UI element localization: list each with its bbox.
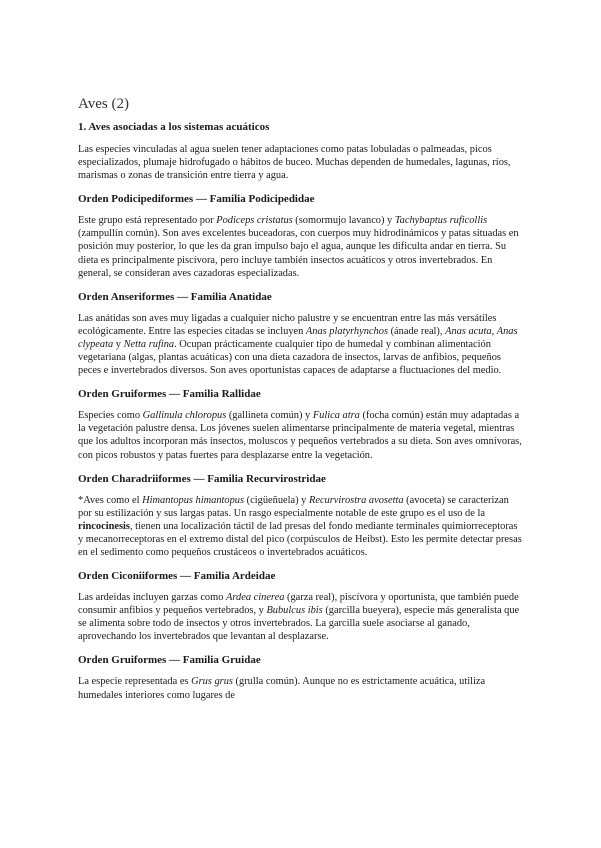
text-run: (cigüeñuela) y [244,494,309,506]
order-paragraph [78,591,522,643]
text-run: (focha común) están muy adaptadas a la vegetación palustre densa. Los jóvenes suelen alimentarse principalmente de materia vegetal, mientras que los adultos incorporan más insectos, moluscos y pequeños vertebrados a su dieta. Son aves omnívoras, con picos robustos y patas fuertes para desplazarse entre la vegetación. [78,410,522,461]
text-run: (grulla común). Aunque no es estrictamente acuática, utiliza humedales interiores como lugares de [78,676,486,701]
section-heading: 1. Aves asociadas a los sistemas acuáticos [78,121,270,133]
key-term: rincocinesis [78,520,130,532]
species-name: Himantopus himantopus [142,494,245,506]
order-paragraph [78,409,522,461]
species-name: Recurvirostra avosetta [308,494,404,506]
order-heading: Orden Gruiformes — Familia Gruidae [78,654,261,667]
species-name: Gallinula chloropus [142,410,227,422]
intro-paragraph: Las especies vinculadas al agua suelen tener adaptaciones como patas lobuladas o palmeadas, picos especializados, plumaje hidrofugado o hábitos de buceo. Muchas dependen de humedales, lagunas, ríos, marismas o zonas de transición entre tierra y agua. [78,144,511,182]
order-block-gruiformes-gruidae [78,654,522,701]
species-name: Anas clypeata [78,325,518,350]
species-name: Anas platyrhynchos [305,325,388,337]
order-block-charadriiformes [78,473,522,559]
text-run: , tienen una localización táctil de lad presas del fondo mediante terminales quimiorreceptoras y mecanorreceptoras en el extremo distal del pico (corpúsculos de Heibst). Esto les permite detectar presas en el sedimento como pequeños crustáceos o invertebrados acuáticos. [78,520,522,558]
species-name: Fulica atra [312,410,360,422]
text-run: Las ardeidas incluyen garzas como [78,592,227,604]
document-page [78,96,522,713]
document-title: Aves (2) [78,96,129,112]
order-block-anseriformes [78,291,522,377]
text-run: La especie representada es [78,676,192,688]
order-block-podicipediformes [78,193,522,279]
order-heading: Orden Podicipediformes — Familia Podicipedidae [78,193,315,206]
text-run: Especies como [78,410,143,422]
order-heading: Orden Anseriformes — Familia Anatidae [78,290,272,303]
species-name: Netta rufina [123,338,175,350]
text-run: (zampullín común). Son aves excelentes buceadoras, con cuerpos muy hidrodinámicos y patas situadas en posición muy posterior, lo que les da gran impulso bajo el agua, aunque les dificulta andar en tierra. Su dieta es principalmente piscívora, pero incluye también insectos acuáticos y otros invertebrados. En general, se consideran aves cazadoras especializadas. [78,228,519,279]
text-run: (avoceta) se caracterizan por su estilización y sus largas patas. Un rasgo especialmente notable de este grupo es el uso de la [78,494,509,519]
text-run: (ánade real), [387,325,446,337]
text-run: Este grupo está representado por [78,215,217,227]
order-paragraph [78,312,522,377]
order-heading: Orden Charadriiformes — Familia Recurvirostridae [78,472,326,485]
text-run: (gallineta común) y [226,410,313,422]
species-name: Ardea cinerea [226,592,285,604]
order-paragraph [78,214,522,279]
order-heading: Orden Ciconiiformes — Familia Ardeidae [78,570,276,583]
text-run: *Aves como el [78,494,143,506]
species-name: Podiceps cristatus [216,215,293,227]
text-run: . Ocupan prácticamente cualquier tipo de humedal y combinan alimentación vegetariana (algas, plantas acuáticas) con una dieta cazadora de insectos, larvas de anfibios, pequeños peces e invertebrados diversos. Son aves oportunistas capaces de adaptarse a fluctuaciones del medio. [78,338,502,377]
species-name: Grus grus [191,676,233,688]
species-name: Bubulcus ibis [266,605,323,617]
order-paragraph [78,494,522,559]
order-block-gruiformes-rallidae [78,388,522,461]
species-name: Tachybaptus ruficollis [394,215,488,227]
text-run: Las anátidas son aves muy ligadas a cualquier nicho palustre y se encuentran entre las más versátiles ecológicamente. Entre las especies citadas se incluyen [78,312,497,337]
text-run: (somormujo lavanco) y [292,215,395,227]
order-block-ciconiiformes [78,570,522,643]
text-run: , [491,325,497,337]
order-paragraph [78,675,522,701]
species-name: Anas acuta [445,325,492,337]
text-run: y [113,338,124,350]
order-heading: Orden Gruiformes — Familia Rallidae [78,388,261,401]
text-run: (garza real), piscívora y oportunista, que también puede consumir anfibios y pequeños vertebrados, y [78,592,519,617]
text-run: (garcilla bueyera), especie más generalista que se alimenta sobre todo de insectos y otros invertebrados. La garcilla suele asociarse al ganado, aprovechando los invertebrados que levantan al desplazarse. [78,605,520,643]
